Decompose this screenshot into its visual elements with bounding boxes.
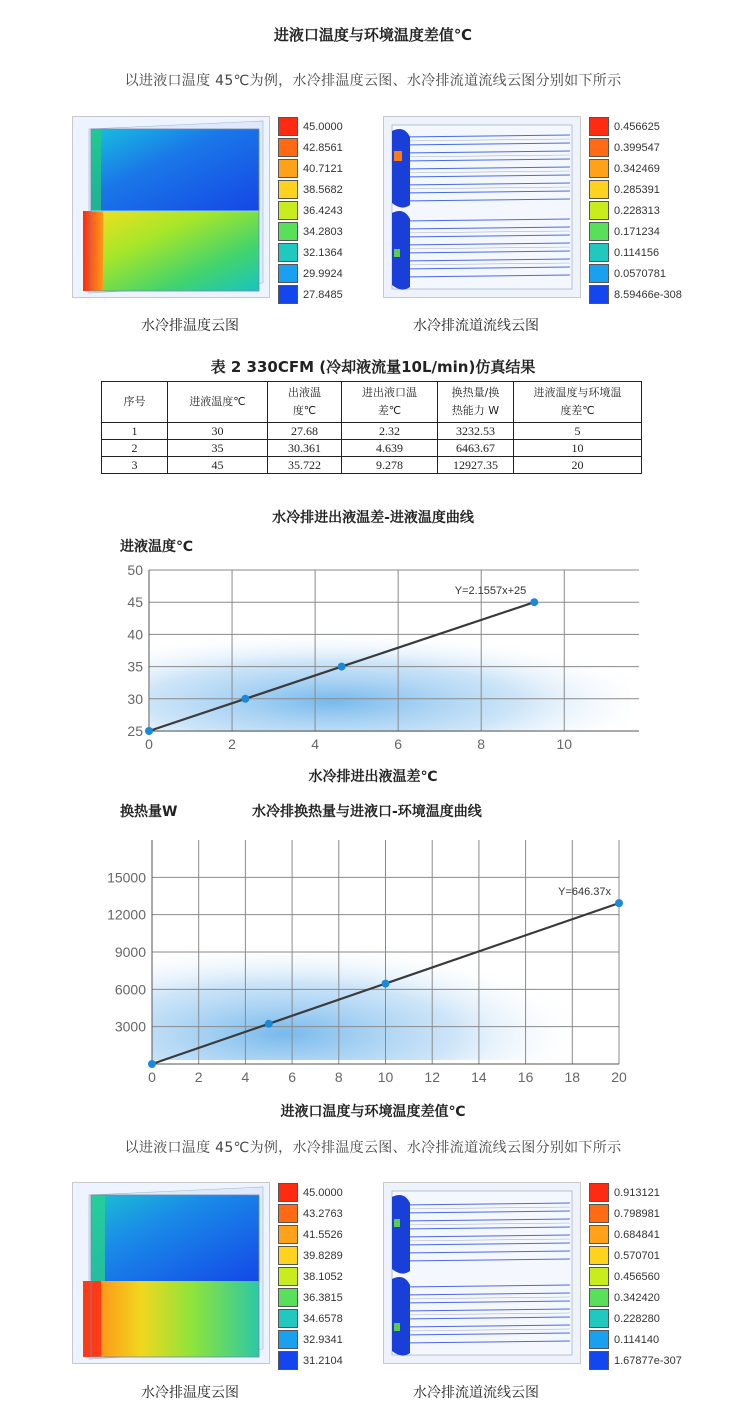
legend-swatch <box>278 1309 298 1328</box>
legend-value: 31.2104 <box>303 1354 343 1367</box>
streamline-drawing-2 <box>384 1183 580 1363</box>
legend-swatch <box>589 159 609 178</box>
legend-swatch <box>278 1246 298 1265</box>
chart2-xlabel: 进液口温度与环境温度差值℃ <box>280 1104 466 1120</box>
chart2-ylabel: 换热量W <box>120 804 178 820</box>
legend-swatch <box>278 180 298 199</box>
table-cell: 12927.35 <box>438 457 514 474</box>
legend-swatch <box>278 117 298 136</box>
table-cell: 45 <box>168 457 268 474</box>
legend-swatch <box>589 1225 609 1244</box>
table-title: 表 2 330CFM (冷却液流量10L/min)仿真结果 <box>210 358 536 376</box>
x-tick-label: 8 <box>334 1069 343 1085</box>
table-cell: 1 <box>102 423 168 440</box>
legend-value: 0.342469 <box>614 162 660 175</box>
chart1-xlabel: 水冷排进出液温差℃ <box>308 769 438 785</box>
table-cell: 4.639 <box>342 440 438 457</box>
x-tick-label: 6 <box>394 736 403 752</box>
intro-text: 以进液口温度 45℃为例，水冷排温度云图、水冷排流道流线云图分别如下所示 <box>124 73 622 89</box>
legend-value: 0.114140 <box>614 1333 660 1346</box>
legend-value: 0.456560 <box>614 1270 660 1283</box>
legend-value: 34.6578 <box>303 1312 343 1325</box>
legend-value: 38.5682 <box>303 183 343 196</box>
x-tick-label: 4 <box>311 736 320 752</box>
legend-value: 0.285391 <box>614 183 660 196</box>
legend-swatch <box>278 159 298 178</box>
x-tick-label: 0 <box>145 736 153 752</box>
streamline-image-2 <box>383 1182 581 1364</box>
legend-swatch <box>589 1351 609 1370</box>
table-cell: 30 <box>168 423 268 440</box>
table-header-cell: 进出液口温 差℃ <box>342 382 438 423</box>
temperature-caption-2: 水冷排温度云图 <box>141 1385 239 1401</box>
table-cell: 10 <box>514 440 642 457</box>
streamline-drawing <box>384 117 580 297</box>
legend-value: 0.171234 <box>614 225 660 238</box>
legend-value: 40.7121 <box>303 162 343 175</box>
legend-value: 0.456625 <box>614 120 660 133</box>
streamline-caption-2: 水冷排流道流线云图 <box>413 1385 539 1401</box>
legend-value: 1.67877e-307 <box>614 1354 682 1367</box>
legend-value: 38.1052 <box>303 1270 343 1283</box>
y-tick-label: 15000 <box>107 869 146 886</box>
legend-swatch <box>589 1246 609 1265</box>
y-tick-label: 40 <box>127 626 143 643</box>
table-cell: 3 <box>102 457 168 474</box>
streamline-image <box>383 116 581 298</box>
x-tick-label: 4 <box>241 1069 250 1085</box>
x-tick-label: 20 <box>611 1069 627 1085</box>
y-tick-label: 50 <box>127 562 143 578</box>
table-cell: 35 <box>168 440 268 457</box>
data-point <box>241 695 249 703</box>
x-tick-label: 2 <box>194 1069 203 1085</box>
trendline-equation: Y=2.1557x+25 <box>454 585 527 598</box>
temperature-contour-drawing <box>73 117 269 297</box>
streamline-caption: 水冷排流道流线云图 <box>413 318 539 334</box>
legend-value: 0.399547 <box>614 141 660 154</box>
x-tick-label: 16 <box>517 1069 534 1085</box>
legend-value: 39.8289 <box>303 1249 343 1262</box>
y-tick-label: 45 <box>127 594 143 611</box>
x-tick-label: 10 <box>377 1069 394 1085</box>
legend-value: 0.0570781 <box>614 267 666 280</box>
y-tick-label: 6000 <box>114 981 146 998</box>
data-point <box>145 727 153 735</box>
table-header-row <box>102 382 642 423</box>
chart1-plot <box>0 560 746 760</box>
legend-swatch <box>589 1288 609 1307</box>
legend-value: 0.342420 <box>614 1291 660 1304</box>
legend-swatch <box>278 1288 298 1307</box>
legend-swatch <box>278 243 298 262</box>
table-header-cell: 进液温度与环境温 度差℃ <box>514 382 642 423</box>
legend-value: 27.8485 <box>303 288 343 301</box>
legend-value: 42.8561 <box>303 141 343 154</box>
legend-swatch <box>589 180 609 199</box>
table-cell: 35.722 <box>268 457 342 474</box>
legend-swatch <box>589 201 609 220</box>
table-row <box>102 457 642 474</box>
flow-legend-2 <box>589 1183 719 1365</box>
table-cell: 6463.67 <box>438 440 514 457</box>
legend-swatch <box>589 1330 609 1349</box>
temperature-legend-2 <box>278 1183 388 1365</box>
legend-swatch <box>278 201 298 220</box>
legend-value: 43.2763 <box>303 1207 343 1220</box>
table-cell: 9.278 <box>342 457 438 474</box>
legend-value: 36.4243 <box>303 204 343 217</box>
chart1-title: 水冷排进出液温差-进液温度曲线 <box>272 510 474 526</box>
temperature-caption: 水冷排温度云图 <box>141 318 239 334</box>
legend-swatch <box>278 1204 298 1223</box>
legend-swatch <box>278 138 298 157</box>
legend-swatch <box>278 1330 298 1349</box>
table-header-cell: 进液温度℃ <box>168 382 268 423</box>
section-heading: 进液口温度与环境温度差值℃ <box>273 26 473 44</box>
legend-value: 0.228280 <box>614 1312 660 1325</box>
chart1-ylabel: 进液温度℃ <box>120 539 193 555</box>
table-cell: 20 <box>514 457 642 474</box>
data-point <box>530 598 538 606</box>
table-row <box>102 423 642 440</box>
temperature-legend <box>278 117 388 299</box>
legend-value: 32.1364 <box>303 246 343 259</box>
trendline-equation: Y=646.37x <box>558 886 611 899</box>
table-header-cell: 换热量/换 热能力 W <box>438 382 514 423</box>
legend-swatch <box>589 1183 609 1202</box>
legend-swatch <box>589 1309 609 1328</box>
legend-swatch <box>589 1204 609 1223</box>
data-point <box>148 1060 156 1068</box>
intro-text-2: 以进液口温度 45℃为例，水冷排温度云图、水冷排流道流线云图分别如下所示 <box>124 1140 622 1156</box>
legend-value: 0.684841 <box>614 1228 660 1241</box>
x-tick-label: 18 <box>564 1069 581 1085</box>
legend-swatch <box>278 264 298 283</box>
legend-value: 8.59466e-308 <box>614 288 682 301</box>
legend-swatch <box>589 243 609 262</box>
table-cell: 30.361 <box>268 440 342 457</box>
table-cell: 3232.53 <box>438 423 514 440</box>
legend-value: 0.114156 <box>614 246 660 259</box>
temperature-contour-image <box>72 116 270 298</box>
legend-value: 0.913121 <box>614 1186 660 1199</box>
legend-value: 45.0000 <box>303 1186 343 1199</box>
x-tick-label: 6 <box>288 1069 296 1085</box>
legend-value: 29.9924 <box>303 267 343 280</box>
x-tick-label: 12 <box>424 1069 440 1085</box>
table-row <box>102 440 642 457</box>
legend-value: 45.0000 <box>303 120 343 133</box>
y-tick-label: 35 <box>127 658 143 675</box>
x-tick-label: 14 <box>471 1069 487 1085</box>
table-cell: 5 <box>514 423 642 440</box>
data-point <box>615 899 623 907</box>
table-cell: 27.68 <box>268 423 342 440</box>
legend-swatch <box>589 1267 609 1286</box>
legend-swatch <box>278 1267 298 1286</box>
legend-swatch <box>278 1351 298 1370</box>
legend-value: 34.2803 <box>303 225 343 238</box>
legend-swatch <box>278 285 298 304</box>
legend-swatch <box>278 1225 298 1244</box>
table-cell: 2.32 <box>342 423 438 440</box>
legend-value: 36.3815 <box>303 1291 343 1304</box>
legend-swatch <box>278 222 298 241</box>
chart2-plot <box>0 828 746 1098</box>
legend-value: 0.228313 <box>614 204 660 217</box>
flow-legend <box>589 117 719 299</box>
y-tick-label: 30 <box>127 690 143 707</box>
x-tick-label: 2 <box>228 736 236 752</box>
legend-value: 32.9341 <box>303 1333 343 1346</box>
y-tick-label: 25 <box>127 723 143 739</box>
table-cell: 2 <box>102 440 168 457</box>
data-point <box>382 980 390 988</box>
legend-swatch <box>589 264 609 283</box>
chart1-glow <box>150 630 630 732</box>
temperature-contour-drawing-2 <box>73 1183 269 1363</box>
legend-swatch <box>589 117 609 136</box>
legend-swatch <box>589 138 609 157</box>
y-tick-label: 12000 <box>107 906 146 923</box>
data-point <box>265 1020 273 1028</box>
x-tick-label: 0 <box>148 1069 156 1085</box>
data-point <box>338 663 346 671</box>
results-table-wrapper <box>101 381 642 474</box>
chart2-title: 水冷排换热量与进液口-环境温度曲线 <box>252 804 482 820</box>
legend-value: 0.798981 <box>614 1207 660 1220</box>
legend-value: 41.5526 <box>303 1228 343 1241</box>
legend-swatch <box>278 1183 298 1202</box>
x-tick-label: 10 <box>556 736 573 752</box>
legend-swatch <box>589 222 609 241</box>
results-table <box>101 381 642 474</box>
y-tick-label: 3000 <box>114 1018 146 1035</box>
temperature-contour-image-2 <box>72 1182 270 1364</box>
y-tick-label: 9000 <box>114 944 146 960</box>
legend-swatch <box>589 285 609 304</box>
legend-value: 0.570701 <box>614 1249 660 1262</box>
x-tick-label: 8 <box>477 736 486 752</box>
table-header-cell: 序号 <box>102 382 168 423</box>
table-header-cell: 出液温 度℃ <box>268 382 342 423</box>
